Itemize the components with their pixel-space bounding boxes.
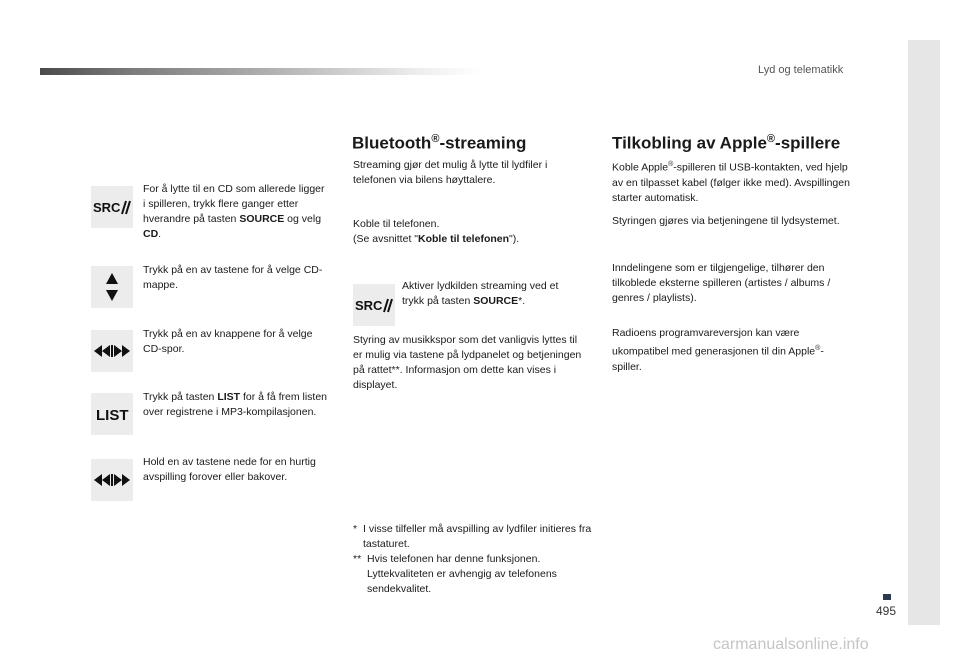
header-gradient-bar — [40, 68, 480, 75]
bluetooth-control: Styring av musikkspor som det vanligvis lyttes til er mulig via tastene på lydpanelet og betjeningen på rattet**. Informasjon om dette kan vises i displayet. — [353, 334, 582, 391]
bluetooth-connect: Koble til telefonen. (Se avsnittet "Koble til telefonen"). — [353, 218, 520, 245]
skip-back-forward-icon — [91, 459, 133, 501]
footnotes: * I visse tilfeller må avspilling av lydfiler initieres fra tastaturet. ** Hvis telefonen har denne funksjonen. Lyttekvaliteten er avhengig av telefonens sendekvalitet. — [353, 523, 592, 595]
src-button-icon — [91, 186, 133, 228]
page-marker — [883, 594, 891, 600]
src-button-icon — [353, 284, 395, 326]
watermark: carmanualsonline.info — [713, 636, 869, 653]
fast-play-text: Hold en av tastene nede for en hurtig avspilling forover eller bakover. — [143, 456, 316, 483]
page-number: 495 — [876, 604, 897, 618]
side-strip — [908, 40, 940, 625]
bluetooth-heading: Bluetooth®-streaming — [352, 133, 527, 153]
up-down-arrows-icon — [91, 266, 133, 308]
apple-control: Styringen gjøres via betjeningene til lydsystemet. — [612, 215, 840, 227]
svg-text:LIST: LIST — [96, 407, 129, 423]
bluetooth-activate: Aktiver lydkilden streaming ved et trykk på tasten SOURCE*. — [402, 280, 559, 307]
apple-compat: Radioens programvareversjon kan være ukompatibel med generasjonen til din Apple®-spiller. — [612, 327, 824, 373]
skip-back-forward-icon — [91, 330, 133, 372]
cd-track-text: Trykk på en av knappene for å velge CD-spor. — [143, 328, 313, 355]
apple-connect: Koble Apple®-spilleren til USB-kontakten, ved hjelp av en tilpasset kabel (følger ikke med). Avspillingen starter automatisk. — [612, 161, 850, 204]
list-text: Trykk på tasten LIST for å få frem listen over registrene i MP3-kompilasjonen. — [143, 391, 328, 418]
apple-heading: Tilkobling av Apple®-spillere — [612, 133, 841, 153]
cd-folder-text: Trykk på en av tastene for å velge CD-mappe. — [143, 264, 323, 291]
apple-categories: Inndelingene som er tilgjengelige, tilhører den tilkoblede eksterne spilleren (artistes / albums / genres / playlists). — [612, 262, 831, 304]
svg-text:SRC: SRC — [93, 200, 121, 215]
svg-text:SRC: SRC — [355, 298, 383, 313]
cd-source-text: For å lytte til en CD som allerede ligger i spilleren, trykk flere ganger etter hverandre på tasten SOURCE og velg CD. — [143, 183, 325, 240]
bluetooth-intro: Streaming gjør det mulig å lytte til lydfiler i telefonen via bilens høyttalere. — [353, 159, 548, 186]
section-title: Lyd og telematikk — [758, 64, 844, 76]
list-button-icon — [91, 393, 133, 435]
